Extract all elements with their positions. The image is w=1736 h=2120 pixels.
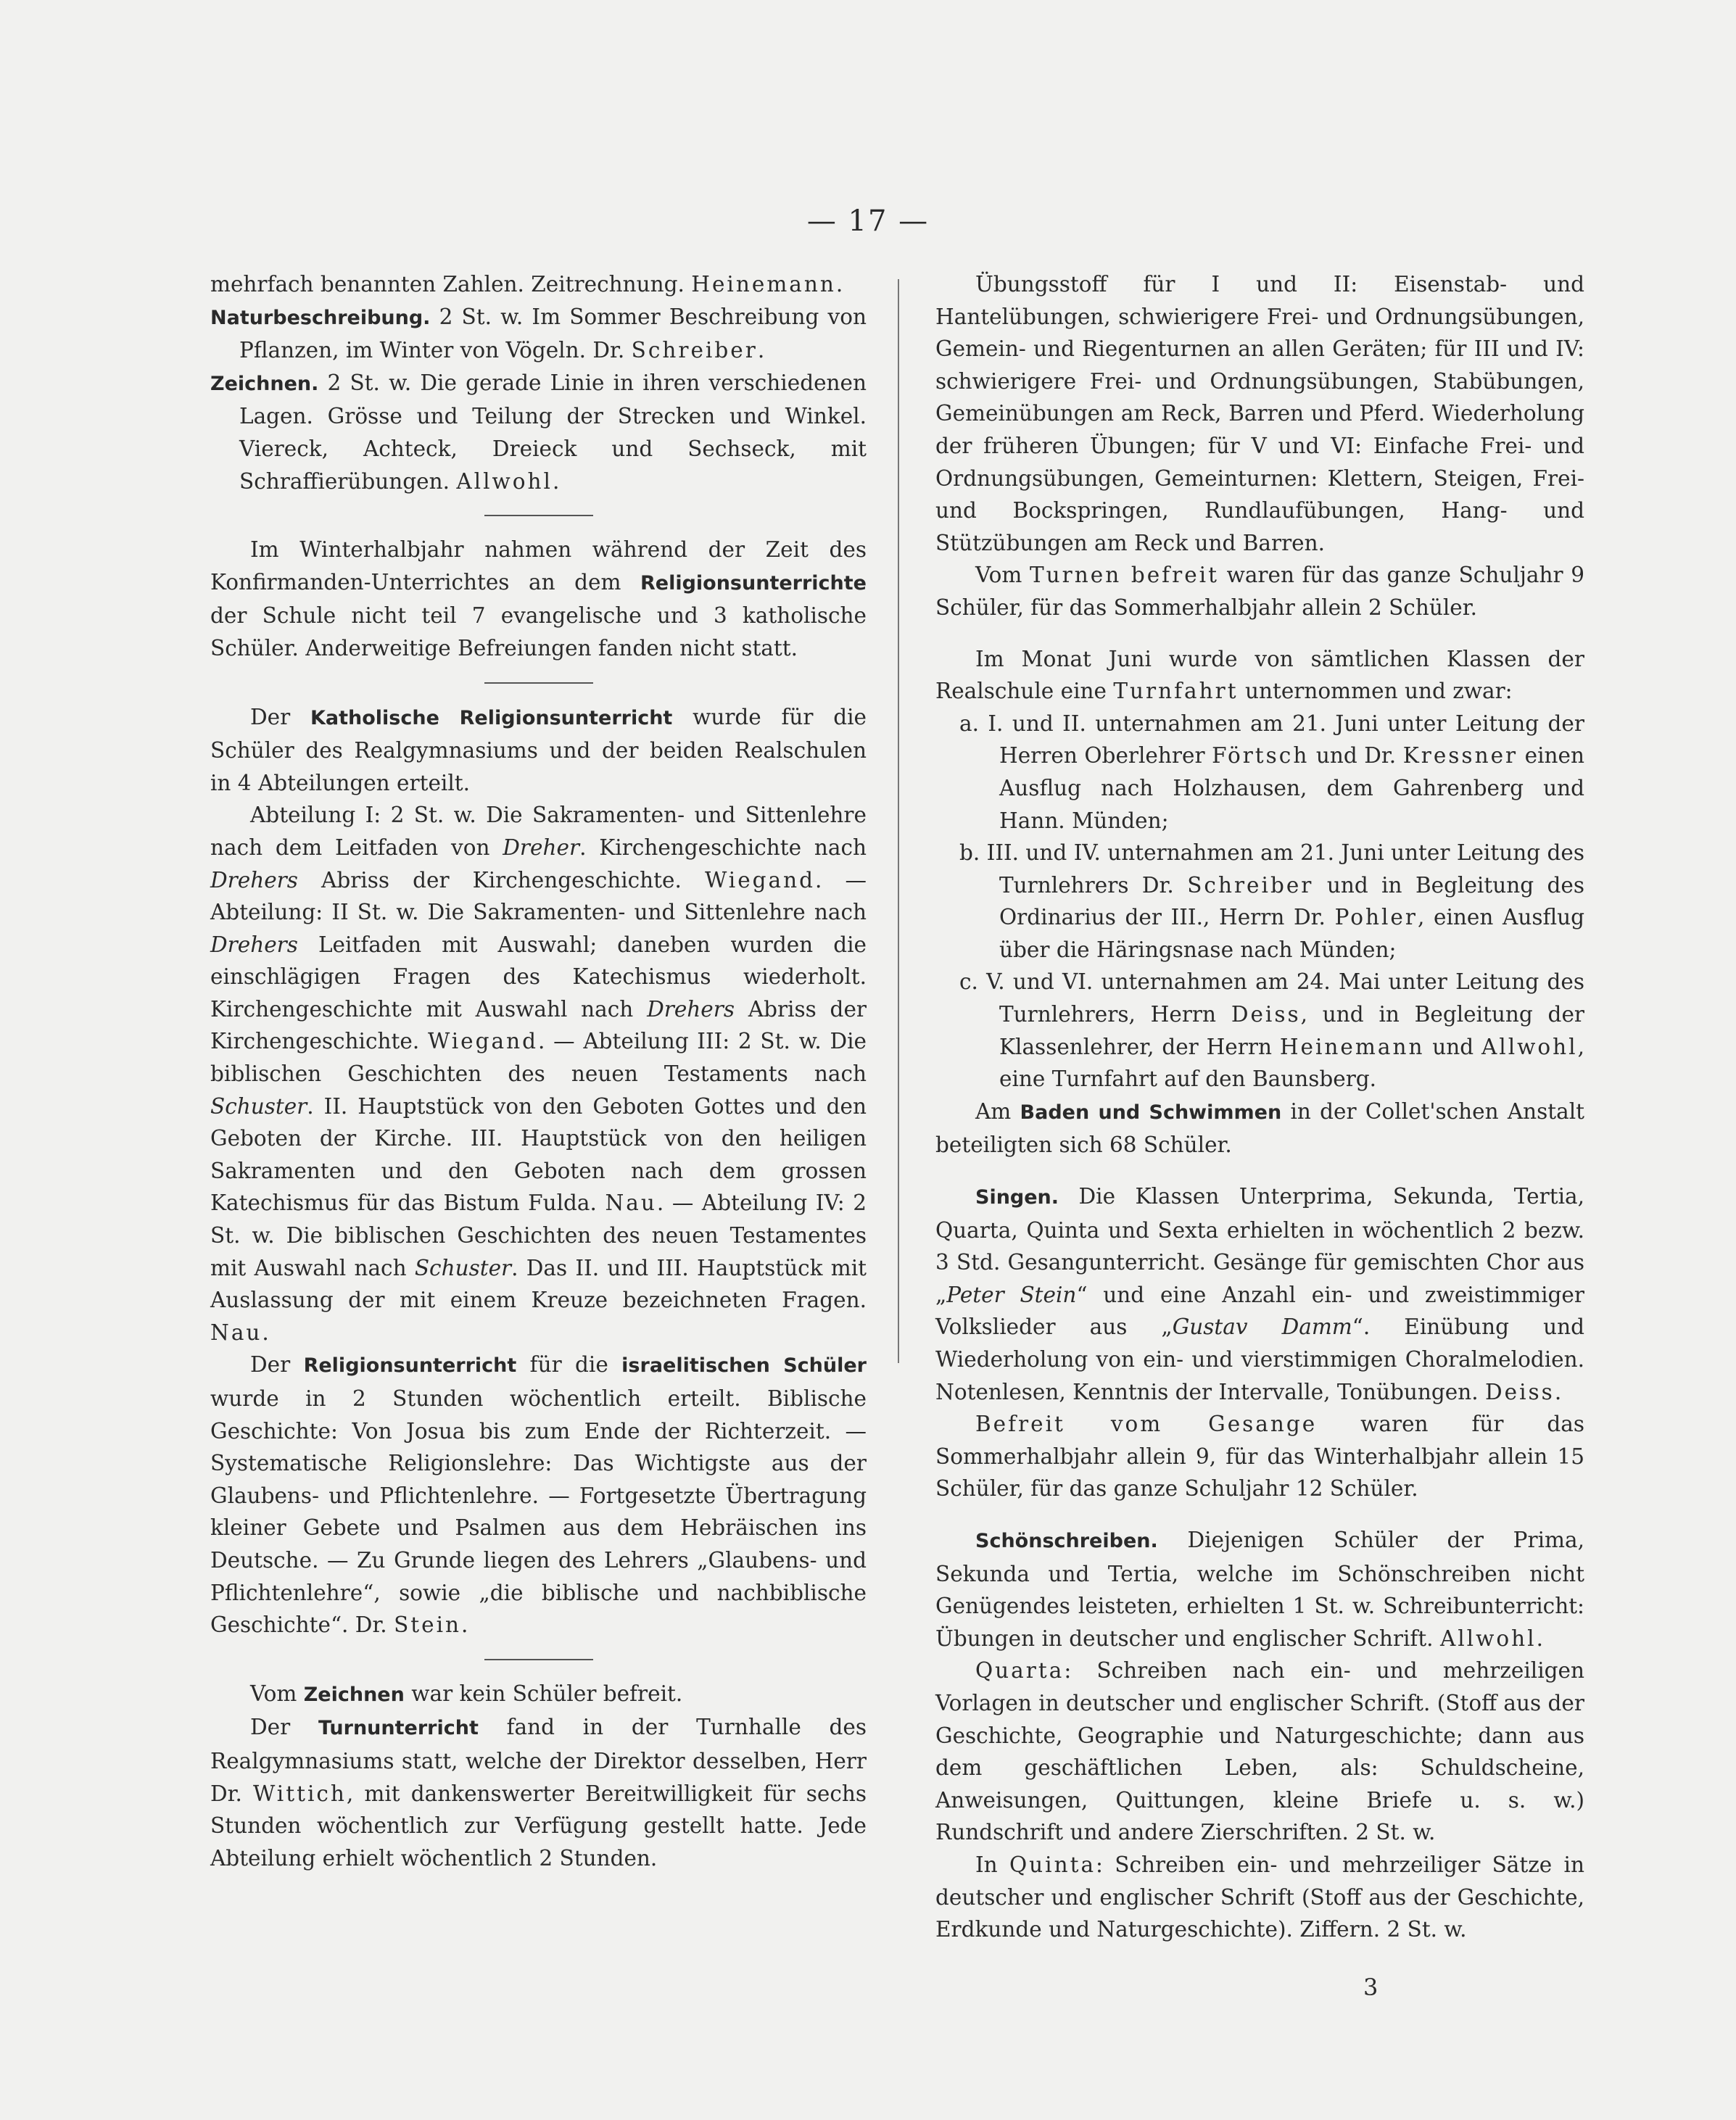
paragraph-singen: Singen. Die Klassen Unterprima, Sekunda, Tertia, Quarta, Quinta und Sexta erhielten in wöchentlich 2 bezw. 3 Std. Gesangunterricht. Gesänge für gemischten Chor aus „Peter Stein“ und eine Anzahl ein- und zweistimmiger Volkslieder aus „Gustav Damm“. Einübung und Wiederholung von ein- und vierstimmigen Choralmelodien. Notenlesen, Kenntnis der Intervalle, Tonübungen. Deiss. [935,1184,1584,1404]
paragraph-abteilungen: Abteilung I: 2 St. w. Die Sakramenten- und Sittenlehre nach dem Leitfaden von Dreher. Kirchengeschichte nach Drehers Abriss der Kirchengeschichte. Wiegand. — Abteilung: II St. w. Die Sakramenten- und Sittenlehre nach Drehers Leitfaden mit Auswahl; daneben wurden die einschlägigen Fragen des Katechismus wiederholt. Kirchengeschichte mit Auswahl nach Drehers Abriss der Kirchengeschichte. Wiegand. — Abteilung III: 2 St. w. Die biblischen Geschichten des neuen Testaments nach Schuster. II. Hauptstück von den Geboten Gottes und den Geboten der Kirche. III. Hauptstück von den heiligen Sakramenten und den Geboten nach dem grossen Katechismus für das Bistum Fulda. Nau. — Abteilung IV: 2 St. w. Die biblischen Geschichten des neuen Testamentes mit Auswahl nach Schuster. Das II. und III. Hauptstück mit Auslassung der mit einem Kreuze bezeichneten Fragen. Nau. [210,803,867,1345]
paragraph-zeichnen-befreit: Vom Zeichnen war kein Schüler befreit. [250,1681,683,1706]
section-divider [484,1659,593,1660]
paragraph-winterhalbjahr: Im Winterhalbjahr nahmen während der Zeit des Konfirmanden-Unterrichtes an dem Religionsunterrichte der Schule nicht teil 7 evangelische und 3 katholische Schüler. Anderweitige Befreiungen fanden nicht statt. [210,537,867,661]
signature-mark: 3 [1363,1974,1379,2001]
section-divider [484,515,593,516]
paragraph-israelitisch: Der Religionsunterricht für die israelitischen Schüler wurde in 2 Stunden wöchentlich erteilt. Biblische Geschichte: Von Josua bis zum Ende der Richterzeit. — Systematische Religionslehre: Das Wichtigste aus der Glaubens- und Pflichtenlehre. — Fortgesetzte Übertragung kleiner Gebete und Psalmen aus dem Hebräischen ins Deutsche. — Zu Grunde liegen des Lehrers „Glaubens- und Pflichtenlehre“, sowie „die biblische und nachbiblische Geschichte“. Dr. Stein. [210,1352,867,1638]
left-column [210,268,867,1874]
right-column [935,268,1584,1946]
paragraph-uebungsstoff: Übungsstoff für I und II: Eisenstab- und Hantelübungen, schwierigere Frei- und Ordnungsübungen, Gemein- und Riegenturnen an allen Geräten; für III und IV: schwierigere Frei- und Ordnungsübungen, Stabübungen, Gemeinübungen am Reck, Barren und Pferd. Wiederholung der früheren Übungen; für V und VI: Einfache Frei- und Ordnungsübungen, Gemeinturnen: Klettern, Steigen, Frei- und Bockspringen, Rundlaufübungen, Hang- und Stützübungen am Reck und Barren. [935,272,1584,555]
paragraph-quarta: Quarta: Schreiben nach ein- und mehrzeiligen Vorlagen in deutscher und englischer Schrift. (Stoff aus der Geschichte, Geographie und Naturgeschichte; dann aus dem geschäftlichen Leben, als: Schuldscheine, Anweisungen, Quittungen, kleine Briefe u. s. w.) Rundschrift und andere Zierschriften. 2 St. w. [935,1658,1584,1845]
paragraph-rechnen-end: mehrfach benannten Zahlen. Zeitrechnung. Heinemann. [210,272,843,297]
paragraph-turnunterricht: Der Turnunterricht fand in der Turnhalle des Realgymnasiums statt, welche der Direktor desselben, Herr Dr. Wittich, mit dankenswerter Bereitwilligkeit für sechs Stunden wöchentlich zur Verfügung gestellt hatte. Jede Abteilung erhielt wöchentlich 2 Stunden. [210,1715,867,1871]
paragraph-zeichnen: Zeichnen. 2 St. w. Die gerade Linie in ihren verschiedenen Lagen. Grösse und Teilung der Strecken und Winkel. Viereck, Achteck, Dreieck und Sechseck, mit Schraffierübungen. Allwohl. [210,370,867,494]
paragraph-turnfahrt: Im Monat Juni wurde von sämtlichen Klassen der Realschule eine Turnfahrt unternommen und zwar: [935,646,1584,704]
paragraph-schoenschreiben: Schönschreiben. Diejenigen Schüler der Prima, Sekunda und Tertia, welche im Schönschreiben nicht Genügendes leisteten, erhielten 1 St. w. Schreibunterricht: Übungen in deutscher und englischer Schrift. Allwohl. [935,1527,1584,1651]
list-item: a. I. und II. unternahmen am 21. Juni unter Leitung der Herren Oberlehrer Förtsch und Dr. Kressner einen Ausflug nach Holzhausen, dem Gahrenberg und Hann. Münden; [959,711,1584,833]
heading-schoenschreiben: Schönschreiben. [975,1529,1158,1552]
page-number: — 17 — [806,204,930,238]
heading-naturbeschreibung: Naturbeschreibung. [210,306,431,329]
column-divider [898,279,899,1363]
heading-singen: Singen. [975,1186,1059,1209]
paragraph-quinta: In Quinta: Schreiben ein- und mehrzeiliger Sätze in deutscher und englischer Schrift (Stoff aus der Geschichte, Erdkunde und Naturgeschichte). Ziffern. 2 St. w. [935,1852,1584,1942]
heading-zeichnen: Zeichnen. [210,372,319,395]
paragraph-gesang-befreit: Befreit vom Gesange waren für das Sommerhalbjahr allein 9, für das Winterhalbjahr allein 15 Schüler, für das ganze Schuljahr 12 Schüler. [935,1412,1584,1502]
paragraph-baden: Am Baden und Schwimmen in der Collet'schen Anstalt beteiligten sich 68 Schüler. [935,1098,1584,1158]
paragraph-katholisch: Der Katholische Religionsunterricht wurde für die Schüler des Realgymnasiums und der beiden Realschulen in 4 Abteilungen erteilt. [210,704,867,795]
section-divider [484,682,593,684]
paragraph-naturbeschreibung: Naturbeschreibung. 2 St. w. Im Sommer Beschreibung von Pflanzen, im Winter von Vögeln. Dr. Schreiber. [210,304,867,363]
list-item: b. III. und IV. unternahmen am 21. Juni unter Leitung des Turnlehrers Dr. Schreiber und in Begleitung des Ordinarius der III., Herrn Dr. Pohler, einen Ausflug über die Häringsnase nach Münden; [959,840,1585,962]
list-item: c. V. und VI. unternahmen am 24. Mai unter Leitung des Turnlehrers, Herrn Deiss, und in Begleitung der Klassenlehrer, der Herrn Heinemann und Allwohl, eine Turnfahrt auf den Baunsberg. [959,969,1585,1092]
paragraph-turnen-befreit: Vom Turnen befreit waren für das ganze Schuljahr 9 Schüler, für das Sommerhalbjahr allein 2 Schüler. [935,563,1584,620]
